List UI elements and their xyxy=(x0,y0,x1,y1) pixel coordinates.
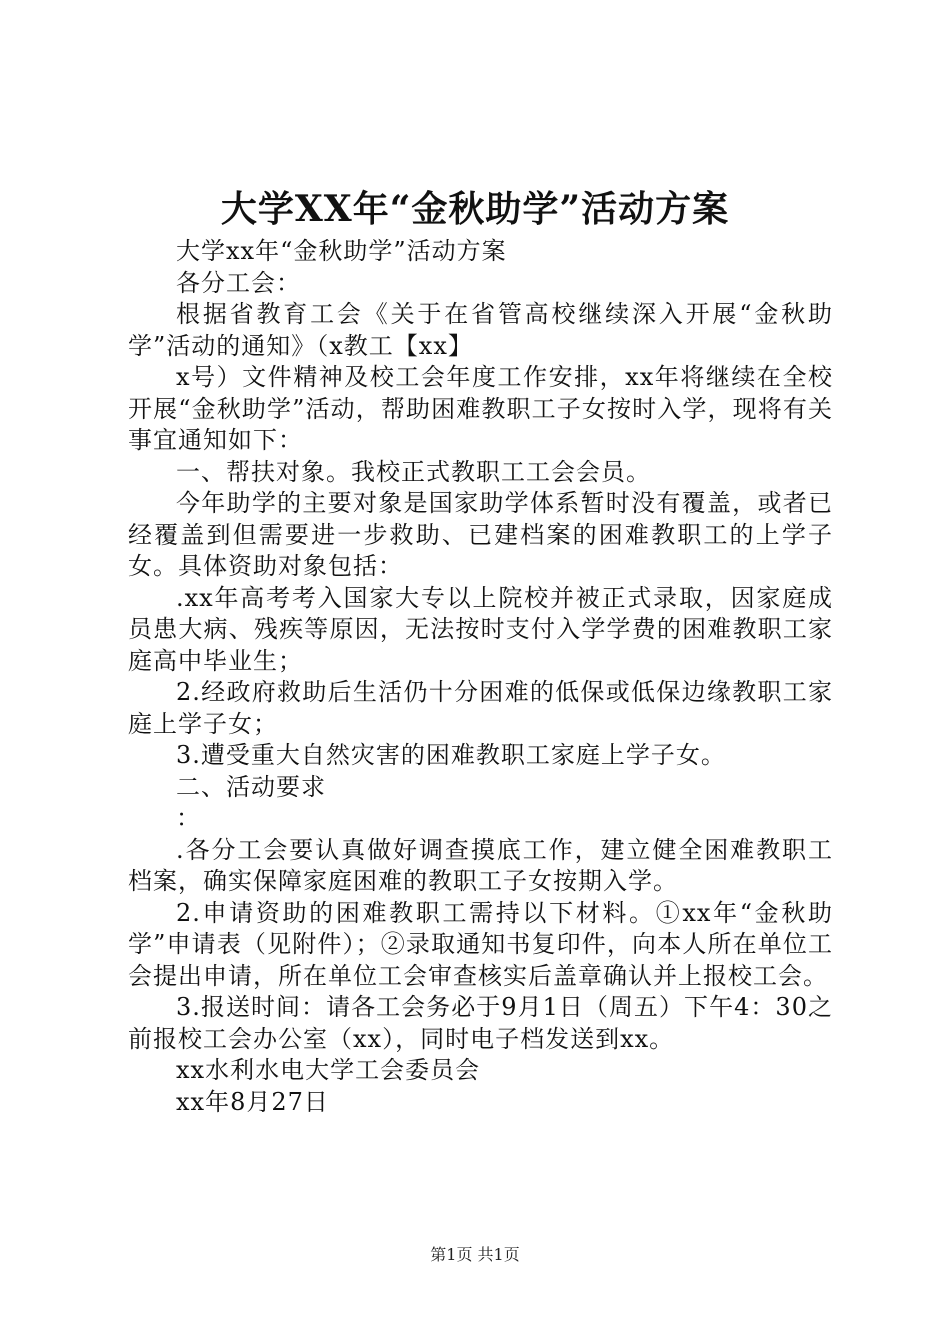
paragraph-target-item-1: .xx年高考考入国家大专以上院校并被正式录取，因家庭成员患大病、残疾等原因，无法按时支付入学学费的困难教职工家庭高中毕业生； xyxy=(128,583,833,675)
paragraph-colon: ： xyxy=(176,804,201,832)
paragraph-requirement-3: 3.报送时间：请各工会务必于9月1日（周五）下午4：30之前报校工会办公室（xx），同时电子档发送到xx。 xyxy=(128,993,833,1053)
paragraph-main-targets: 今年助学的主要对象是国家助学体系暂时没有覆盖，或者已经覆盖到但需要进一步救助、已建档案的困难教职工的上学子女。具体资助对象包括： xyxy=(128,489,833,580)
paragraph-salutation: 各分工会： xyxy=(176,268,301,297)
paragraph-signature-org: xx水利水电大学工会委员会 xyxy=(176,1056,481,1084)
document-body xyxy=(128,236,833,1118)
paragraph-intro: 根据省教育工会《关于在省管高校继续深入开展“金秋助学”活动的通知》（x教工【xx】 xyxy=(128,300,833,360)
paragraph-target-item-3: 3.遭受重大自然灾害的困难教职工家庭上学子女。 xyxy=(176,741,726,769)
paragraph-requirement-1: .各分工会要认真做好调查摸底工作，建立健全困难教职工档案，确实保障家庭困难的教职工子女按期入学。 xyxy=(128,835,833,895)
paragraph-subtitle: 大学xx年“金秋助学”活动方案 xyxy=(176,237,507,265)
paragraph-intro-continued: x号）文件精神及校工会年度工作安排，xx年将继续在全校开展“金秋助学”活动，帮助困难教职工子女按时入学，现将有关事宜通知如下： xyxy=(128,363,833,454)
paragraph-target-item-2: 2.经政府救助后生活仍十分困难的低保或低保边缘教职工家庭上学子女； xyxy=(128,678,833,738)
page-footer: 第1页 共1页 xyxy=(430,1245,520,1264)
paragraph-requirement-2: 2.申请资助的困难教职工需持以下材料。①xx年“金秋助学”申请表（见附件）；②录取通知书复印件，向本人所在单位工会提出申请，所在单位工会审查核实后盖章确认并上报校工会。 xyxy=(128,898,833,990)
paragraph-section-one-heading: 一、帮扶对象。我校正式教职工工会会员。 xyxy=(176,457,651,486)
paragraph-section-two-heading: 二、活动要求 xyxy=(176,772,326,801)
paragraph-signature-date: xx年8月27日 xyxy=(176,1087,329,1116)
document-title: 大学XX年“金秋助学”活动方案 xyxy=(220,188,730,230)
